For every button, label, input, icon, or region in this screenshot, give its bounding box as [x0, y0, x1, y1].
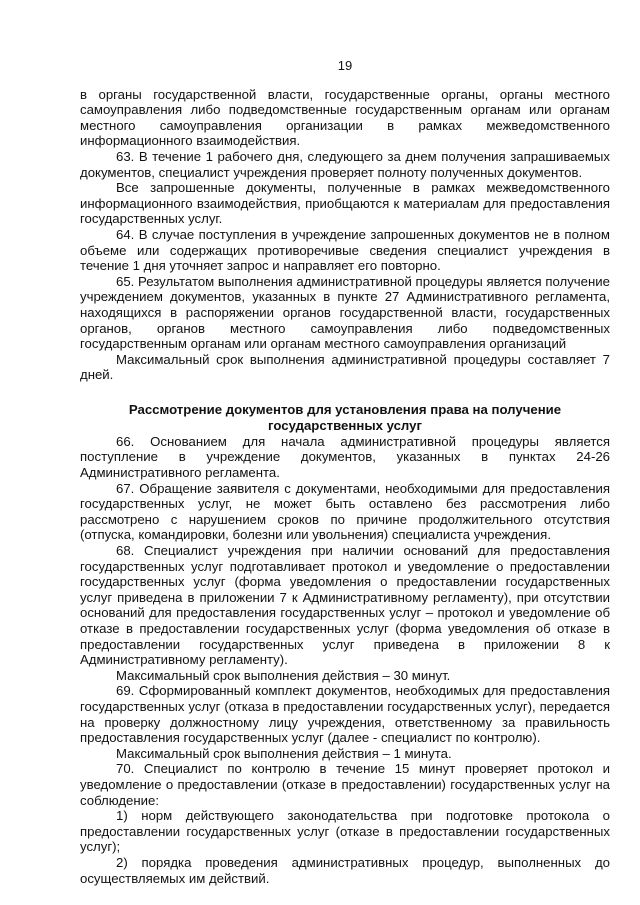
paragraph-66: 66. Основанием для начала административной процедуры является поступление в учреждение документов, указанных в пунктах 24-26 Административного регламента.: [80, 433, 610, 481]
paragraph-67: 67. Обращение заявителя с документами, необходимыми для предоставления государственных услуг, не может быть оставлено без рассмотрения либо рассмотрено с нарушением сроков по причине продолжительного отсутствия (отпуска, командировки, болезни или увольнения) специалиста учреждения.: [80, 480, 610, 543]
paragraph-64: 64. В случае поступления в учреждение запрошенных документов не в полном объеме или содержащих противоречивые сведения специалист учреждения в течение 1 дня уточняет запрос и направляет его повторно.: [80, 226, 610, 274]
paragraph-68: 68. Специалист учреждения при наличии оснований для предоставления государственных услуг подготавливает протокол и уведомление о предоставлении государственных услуг (форма уведомления о предоставлении государственных услуг приведена в приложении 7 к Административному регламенту), при отсутствии оснований для предоставления государственных услуг – протокол и уведомление об отказе в предоставлении государственных услуг (форма уведомления об отказе в предоставлении государственных услуг приведена в приложении 8 к Административному регламенту).: [80, 543, 610, 668]
section-heading: Рассмотрение документов для установления права на получение государственных услуг: [128, 401, 562, 433]
paragraph-69-deadline: Максимальный срок выполнения действия – 1 минута.: [116, 745, 452, 761]
paragraph-continuation: в органы государственной власти, государственные органы, органы местного самоуправления либо подведомственные государственным органам или органам местного самоуправления организации в рамках межведомственного информационного взаимодействия.: [80, 86, 610, 149]
paragraph-68-deadline: Максимальный срок выполнения действия – 30 минут.: [116, 667, 451, 683]
document-page: [80, 58, 610, 886]
paragraph-63: 63. В течение 1 рабочего дня, следующего за днем получения запрашиваемых документов, специалист учреждения проверяет полноту полученных документов.: [80, 148, 610, 180]
paragraph-70-item-2: 2) порядка проведения административных процедур, выполненных до осуществляемых им действий.: [80, 854, 610, 886]
paragraph-63-documents: Все запрошенные документы, полученные в рамках межведомственного информационного взаимодействия, приобщаются к материалам для предоставления государственных услуг.: [80, 180, 610, 227]
paragraph-70-item-1: 1) норм действующего законодательства при подготовке протокола о предоставлении государственных услуг (отказе в предоставлении государственных услуг);: [80, 808, 610, 855]
paragraph-65-deadline: Максимальный срок выполнения административной процедуры составляет 7 дней.: [80, 351, 610, 383]
paragraph-70: 70. Специалист по контролю в течение 15 минут проверяет протокол и уведомление о предоставлении (отказе в предоставлении) государственных услуг на соблюдение:: [80, 761, 610, 808]
page-number: 19: [337, 58, 353, 73]
paragraph-69: 69. Сформированный комплект документов, необходимых для предоставления государственных услуг (отказа в предоставлении государственных услуг), передается на проверку должностному лицу учреждения, ответственному за правильность предоставления государственных услуг (далее - специалист по контролю).: [80, 683, 610, 746]
paragraph-65: 65. Результатом выполнения административной процедуры является получение учреждением документов, указанных в пункте 27 Административного регламента, находящихся в распоряжении органов государственной власти, государственных органов, органов местного самоуправления либо подведомственных государственным органам или органам местного самоуправления организаций: [80, 273, 610, 352]
